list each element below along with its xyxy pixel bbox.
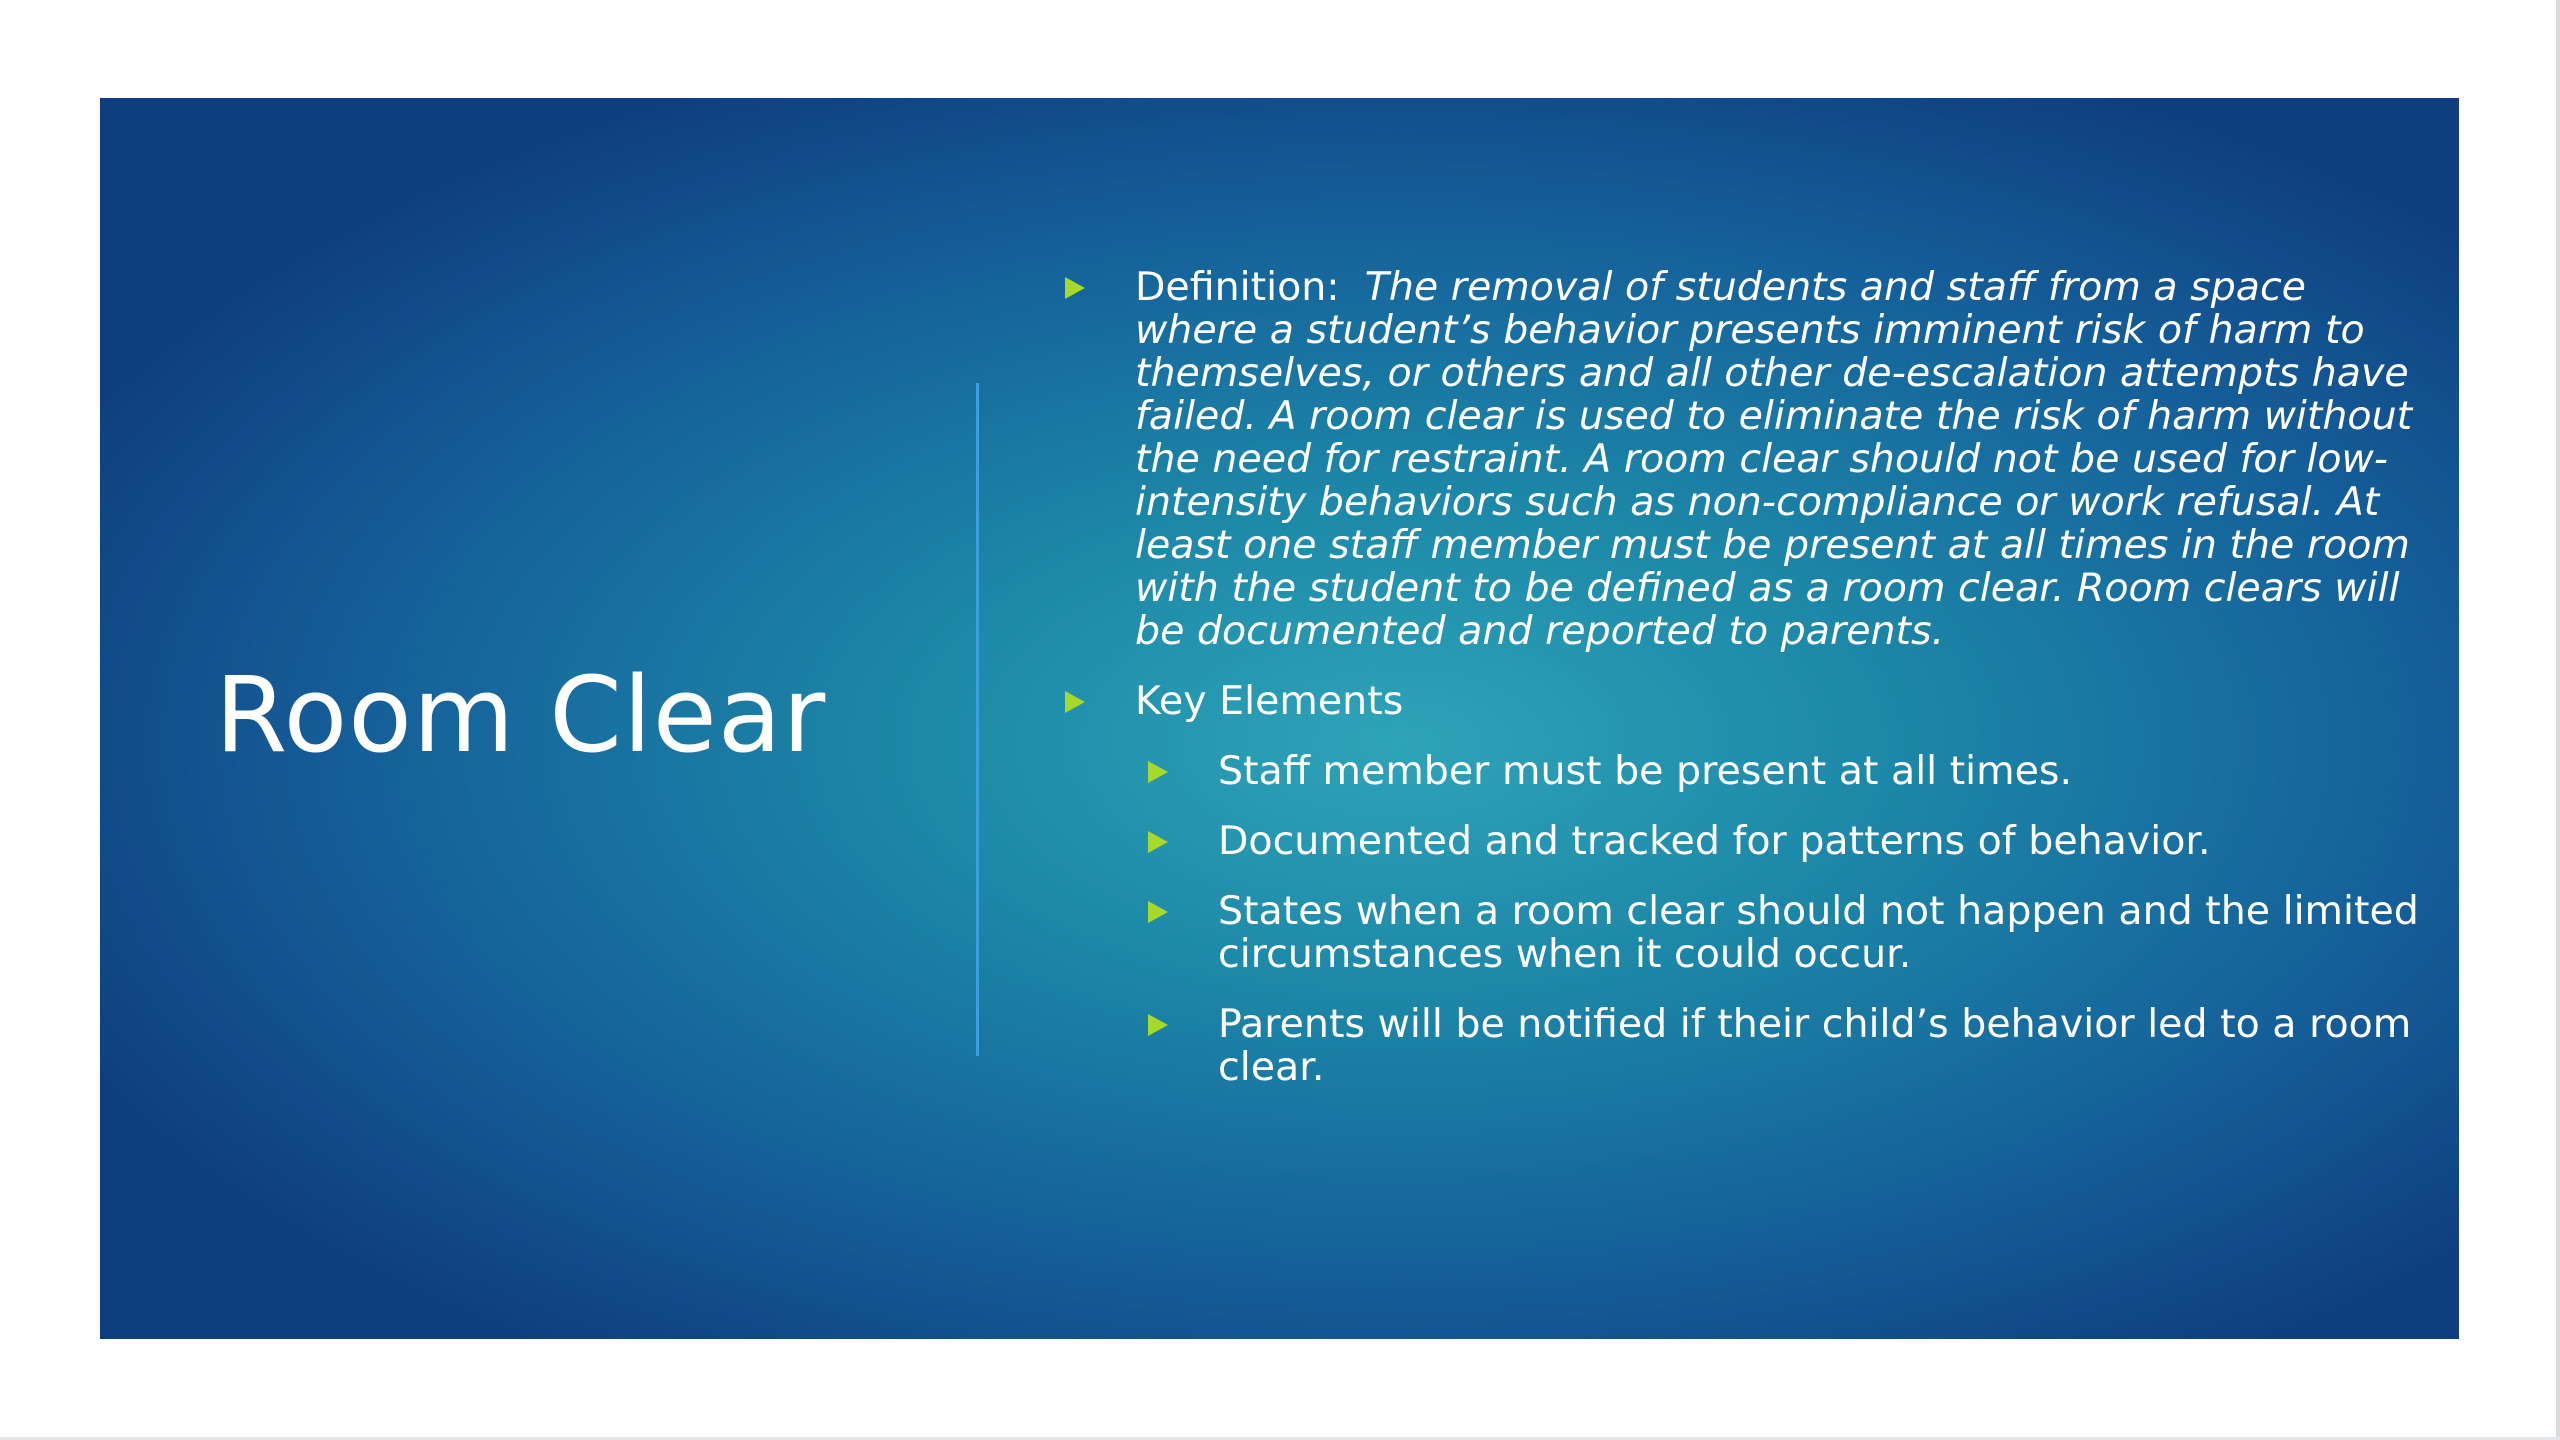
slide-content: [1060, 266, 2440, 1089]
triangle-bullet-icon: [1148, 901, 1168, 923]
sub-bullet-item: [1143, 1003, 2440, 1089]
triangle-bullet-icon: [1148, 761, 1168, 783]
definition-label: Definition:: [1135, 264, 1340, 310]
sub-bullet-item: [1143, 890, 2440, 976]
key-elements-label: Key Elements: [1135, 678, 1404, 724]
sub-bullet-text: States when a room clear should not happen and the limited circumstances when it could occur.: [1218, 888, 2419, 977]
vertical-divider: [976, 383, 979, 1056]
bullet-definition: [1060, 266, 2440, 653]
triangle-bullet-icon: [1148, 831, 1168, 853]
viewer-right-border: [2556, 0, 2560, 1440]
definition-text: The removal of students and staff from a space where a student’s behavior presents imminent risk of harm to themselves, or others and all other de-escalation attempts have failed. A room clear is used to eliminate the risk of harm without the need for restraint. A room clear should not be used for low-intensity behaviors such as non-compliance or work refusal. At least one staff member must be present at all times in the room with the student to be defined as a room clear. Room clears will be documented and reported to parents.: [1135, 264, 2413, 654]
slide-title: Room Clear: [215, 654, 827, 776]
sub-bullet-item: [1143, 820, 2440, 863]
triangle-bullet-icon: [1065, 691, 1085, 713]
sub-bullet-text: Parents will be notified if their child’s behavior led to a room clear.: [1218, 1001, 2412, 1090]
triangle-bullet-icon: [1148, 1014, 1168, 1036]
sub-bullet-text: Staff member must be present at all times.: [1218, 748, 2073, 794]
sub-bullet-text: Documented and tracked for patterns of behavior.: [1218, 818, 2211, 864]
slide: [100, 98, 2459, 1339]
bullet-key-elements: [1060, 680, 2440, 723]
triangle-bullet-icon: [1065, 277, 1085, 299]
sub-bullet-item: [1143, 750, 2440, 793]
